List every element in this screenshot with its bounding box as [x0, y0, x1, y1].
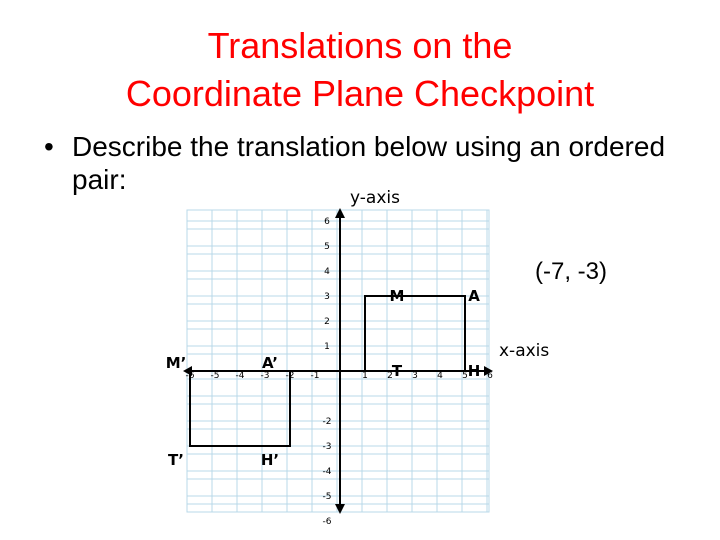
- x-tick-label: 5: [462, 371, 468, 381]
- vertex-label-h-prime: H’: [260, 451, 280, 469]
- x-tick-label: -2: [285, 371, 295, 381]
- y-tick-label: 3: [324, 292, 330, 302]
- vertex-label-t: T: [391, 362, 403, 380]
- bullet-dot: •: [44, 131, 54, 162]
- grid-lines: [187, 210, 489, 512]
- y-axis-label: y-axis: [350, 188, 400, 208]
- answer-text: (-7, -3): [535, 258, 607, 285]
- vertex-label-a-prime: A’: [262, 354, 278, 372]
- y-tick-label: -2: [322, 417, 332, 427]
- x-tick-label: 3: [412, 371, 418, 381]
- slide-title-line-2: Coordinate Plane Checkpoint: [125, 73, 595, 114]
- x-tick-label: -5: [210, 371, 220, 381]
- x-tick-label: -6: [185, 371, 195, 381]
- x-tick-label: 4: [437, 371, 443, 381]
- slide-title-line-1: Translations on the: [207, 25, 513, 66]
- y-tick-label: 5: [324, 242, 330, 252]
- vertex-label-a: A: [468, 287, 480, 305]
- vertex-label-h: H: [467, 362, 481, 380]
- y-tick-label: -5: [322, 492, 332, 502]
- y-tick-label: -6: [322, 517, 332, 527]
- vertex-label-t-prime: T’: [168, 451, 184, 469]
- image-square: [190, 371, 290, 446]
- y-tick-label: 1: [324, 342, 330, 352]
- y-tick-label: 6: [324, 217, 330, 227]
- grid-border: [187, 210, 489, 512]
- y-tick-label: -3: [322, 442, 332, 452]
- vertex-label-m-prime: M’: [165, 354, 187, 372]
- x-tick-label: -4: [235, 371, 245, 381]
- original-square: [365, 296, 465, 371]
- x-tick-label: 1: [362, 371, 368, 381]
- vertex-label-m: M: [389, 287, 405, 305]
- x-tick-label: 6: [487, 371, 493, 381]
- x-tick-label: -3: [260, 371, 270, 381]
- y-tick-label: 4: [324, 267, 330, 277]
- x-tick-label: 2: [387, 371, 393, 381]
- y-tick-label: -4: [322, 467, 332, 477]
- x-tick-label: -1: [310, 371, 320, 381]
- y-tick-label: 2: [324, 317, 330, 327]
- bullet-text: Describe the translation below using an ordered pair:: [72, 131, 666, 195]
- x-axis-label: x-axis: [499, 341, 550, 361]
